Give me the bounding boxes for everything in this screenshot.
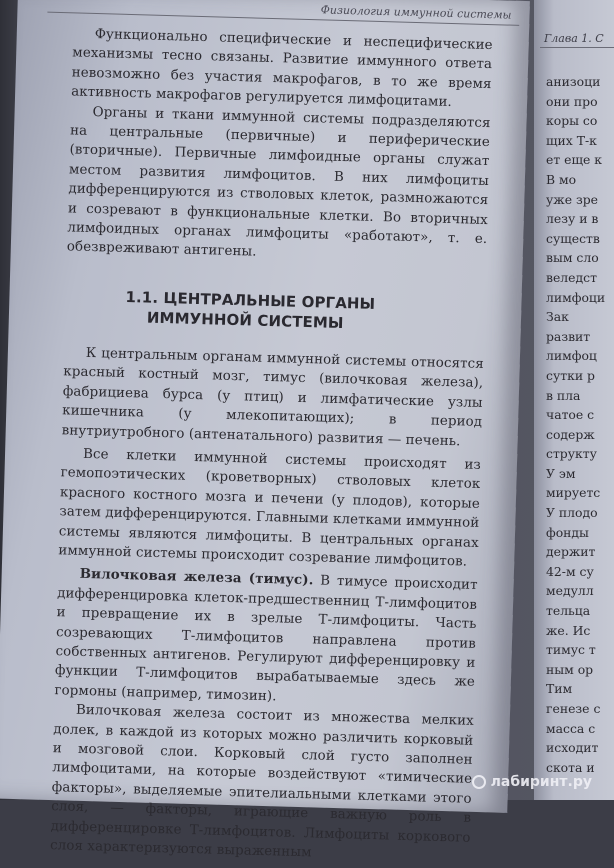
right-page-line: лимфоци	[546, 289, 606, 305]
running-head: Физиология иммунной системы	[320, 3, 512, 22]
right-page-line: вым сло	[546, 250, 599, 266]
right-page-line: развит	[546, 328, 591, 344]
right-page-line: коры со	[546, 113, 598, 129]
intro-paragraph: Функционально специфические и неспецифические механизмы тесно связаны. Развитие иммунного ответа невозможно без участия макрофагов, в то же время активность макрофагов регулируется лимфоцитами.	[70, 27, 493, 111]
right-page-line: существ	[546, 230, 600, 246]
right-page-line: В мо	[546, 171, 577, 187]
body-paragraph: Все клетки иммунной системы происходят из гемопоэтических (кроветворных) стволовых клеток красного костного мозга и печени (у плодов), которые затем дифференцируются. Главными клетками иммунной системы являются лимфоциты. В центральных органах иммунной системы происходит созревание лимфоцитов.	[58, 446, 482, 570]
right-page-line: генезе с	[546, 701, 601, 716]
section-heading	[125, 287, 486, 337]
watermark-text: лабиринт.ру	[490, 774, 592, 790]
labirint-logo-icon	[472, 775, 486, 789]
right-page-line: лимфоц	[546, 348, 597, 364]
right-page-line: же. Ис	[546, 622, 591, 638]
right-page	[534, 0, 614, 800]
right-page-line: тельца	[546, 603, 591, 619]
right-page-line: фонды	[546, 524, 589, 540]
section-heading-line1: 1.1. ЦЕНТРАЛЬНЫЕ ОРГАНЫ	[125, 287, 376, 313]
right-page-line: анизоци	[546, 74, 601, 89]
right-page-line: содерж	[546, 426, 595, 442]
section-heading-line2: ИММУННОЙ СИСТЕМЫ	[146, 308, 344, 332]
thymus-term: Вилочковая железа (тимус).	[79, 566, 314, 589]
thymus-paragraph	[54, 565, 478, 713]
right-header-rule	[540, 47, 614, 48]
right-page-line: лезу и в	[546, 211, 599, 227]
right-page-line: структу	[546, 446, 597, 462]
page-text	[50, 24, 493, 867]
right-page-line: в пла	[546, 387, 581, 403]
right-page-text	[546, 72, 605, 777]
intro-paragraph: Органы и ткани иммунной системы подразделяются на центральные (первичные) и периферические (вторичные). Первичные лимфоидные органы служат местом развития лимфоцитов. В них лимфоциты дифференцируются из стволовых клеток, размножаются и созревают в функциональные клетки. Во вторичных лимфоидных органах лимфоциты «работают», т. е. обезвреживают антигены.	[66, 104, 491, 261]
right-page-line: масса с	[546, 720, 596, 736]
right-page-line: У плодо	[546, 505, 598, 521]
right-page-line: ным ор	[546, 661, 594, 677]
right-running-head: Глава 1. С	[544, 32, 604, 45]
right-page-line: тимус т	[546, 642, 596, 658]
body-paragraph: Вилочковая железа состоит из множества мелких долек, в каждой из которых можно различить корковый и мозговой слои. Корковый слой густо заполнен лимфоцитами, на которые воздействуют «тимические факторы», выделяемые эпителиальными клетками этого слоя, — факторы, играющие важную роль в дифференцировке Т-лимфоцитов. Лимфоциты коркового слоя характеризуются выраженным	[49, 702, 474, 861]
body-paragraph: К центральным органам иммунной системы относятся красный костный мозг, тимус (вилочковая железа), фабрициева бурса (у птиц) и лимфатические узлы кишечника (у млекопитающих); в период внутриутробного (антенатального) развития — печень.	[61, 345, 484, 449]
right-page-line: сутки р	[546, 367, 595, 383]
right-page-line: мируетс	[546, 485, 601, 501]
right-page-line: медулл	[546, 583, 594, 599]
right-page-line: чатое с	[546, 407, 595, 423]
right-page-line: скота и	[546, 759, 595, 775]
right-page-line: 42-м су	[546, 563, 594, 579]
right-page-line: Тим	[546, 681, 573, 697]
right-page-line: щих Т-к	[546, 132, 597, 148]
right-page-line: держит	[546, 544, 596, 560]
thymus-text: В тимусе происходит дифференцировка клеток-предшественниц Т-лимфоцитов и превращение их в зрелые Т-лимфоциты. Часть созревающих Т-лимфоцитов направлена против собственных антигенов. Регулируют дифференцировку и функции Т-лимфоцитов вырабатываемые здесь же гормоны (например, тимозин).	[54, 573, 478, 705]
right-page-line: уже зре	[546, 191, 598, 207]
watermark	[472, 774, 592, 790]
right-page-line: Зак	[546, 309, 569, 325]
right-page-line: они про	[546, 93, 598, 109]
right-page-line: У эм	[546, 465, 576, 481]
right-page-line: веледст	[546, 269, 597, 285]
right-page-line: ет еще к	[546, 152, 602, 168]
right-page-line: исходит	[546, 740, 599, 756]
